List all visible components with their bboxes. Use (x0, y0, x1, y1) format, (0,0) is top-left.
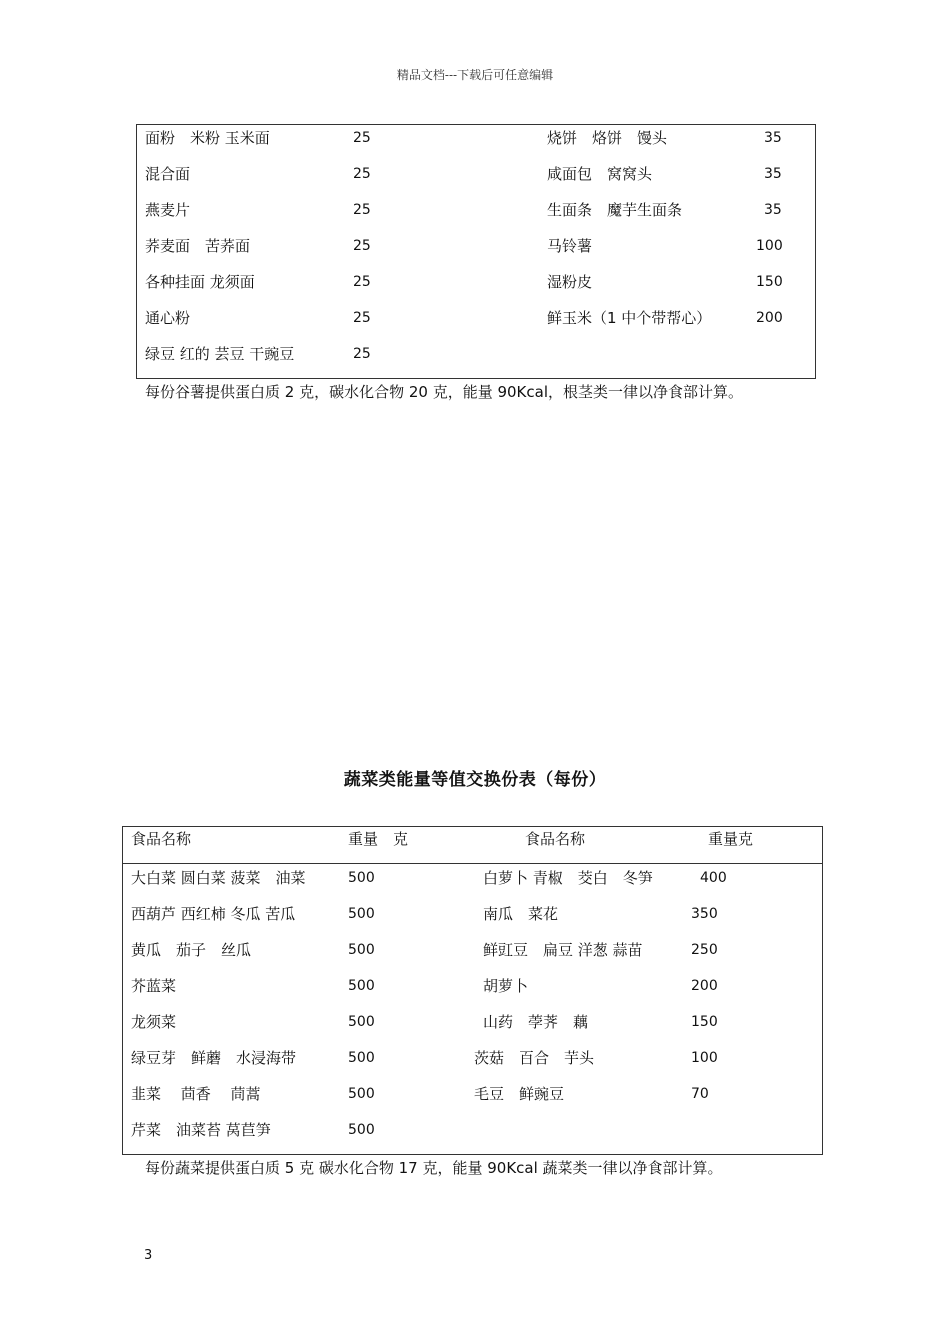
veg-header-right-food: 食品名称 (525, 830, 586, 848)
grain-left-weight: 25 (353, 238, 371, 254)
veg-left-weight: 500 (348, 1122, 375, 1138)
veg-header-divider (122, 863, 823, 864)
grain-right-weight: 35 (764, 202, 782, 218)
veg-left-food: 西葫芦 西红柿 冬瓜 苦瓜 (131, 905, 296, 923)
veg-left-food: 绿豆芽 鲜蘑 水浸海带 (131, 1049, 297, 1067)
grain-left-food: 燕麦片 (145, 201, 191, 219)
veg-left-food: 韭菜 茴香 茼蒿 (131, 1085, 261, 1103)
veg-left-food: 芥蓝菜 (131, 977, 177, 995)
grain-right-food: 湿粉皮 (547, 273, 593, 291)
grain-right-food: 咸面包 窝窝头 (547, 165, 653, 183)
veg-left-weight: 500 (348, 870, 375, 886)
grain-right-weight: 100 (756, 238, 783, 254)
grain-right-weight: 35 (764, 130, 782, 146)
grain-left-food: 荞麦面 苦荞面 (145, 237, 251, 255)
veg-right-weight: 200 (691, 978, 718, 994)
veg-left-food: 黄瓜 茄子 丝瓜 (131, 941, 252, 959)
veg-right-food: 南瓜 菜花 (483, 905, 559, 923)
grain-right-food: 烧饼 烙饼 馒头 (547, 129, 668, 147)
grain-left-weight: 25 (353, 346, 371, 362)
grain-right-weight: 150 (756, 274, 783, 290)
veg-right-food: 茨菇 百合 芋头 (474, 1049, 595, 1067)
veg-left-food: 芹菜 油菜苔 莴苣笋 (131, 1121, 271, 1139)
veg-left-weight: 500 (348, 1086, 375, 1102)
veg-right-weight: 400 (700, 870, 727, 886)
veg-right-weight: 250 (691, 942, 718, 958)
grain-left-weight: 25 (353, 310, 371, 326)
veg-right-food: 山药 荸荠 藕 (483, 1013, 589, 1031)
grain-left-food: 绿豆 红的 芸豆 干豌豆 (145, 345, 295, 363)
veg-left-weight: 500 (348, 1050, 375, 1066)
grain-note: 每份谷薯提供蛋白质 2 克，碳水化合物 20 克，能量 90Kcal，根茎类一律以净食部计算。 (145, 383, 744, 401)
veg-right-weight: 350 (691, 906, 718, 922)
grain-left-food: 通心粉 (145, 309, 191, 327)
grain-right-weight: 200 (756, 310, 783, 326)
veg-left-food: 大白菜 圆白菜 菠菜 油菜 (131, 869, 306, 887)
veg-header-right-weight: 重量克 (708, 830, 754, 848)
veg-left-food: 龙须菜 (131, 1013, 177, 1031)
veg-left-weight: 500 (348, 978, 375, 994)
veg-table-title: 蔬菜类能量等值交换份表（每份） (343, 770, 607, 790)
grain-left-weight: 25 (353, 166, 371, 182)
veg-right-food: 毛豆 鲜豌豆 (474, 1085, 565, 1103)
grain-left-weight: 25 (353, 274, 371, 290)
grain-left-weight: 25 (353, 202, 371, 218)
veg-left-weight: 500 (348, 942, 375, 958)
veg-note: 每份蔬菜提供蛋白质 5 克 碳水化合物 17 克，能量 90Kcal 蔬菜类一律以净食部计算。 (145, 1159, 723, 1177)
grain-right-food: 鲜玉米（1 中个带帮心） (547, 309, 712, 327)
page-number: 3 (144, 1248, 153, 1263)
veg-left-weight: 500 (348, 1014, 375, 1030)
veg-right-food: 胡萝卜 (483, 977, 529, 995)
veg-right-food: 鲜豇豆 扁豆 洋葱 蒜苗 (483, 941, 643, 959)
veg-right-weight: 150 (691, 1014, 718, 1030)
veg-header-left-food: 食品名称 (131, 830, 192, 848)
grain-right-weight: 35 (764, 166, 782, 182)
grain-left-food: 面粉 米粉 玉米面 (145, 129, 270, 147)
grain-left-food: 混合面 (145, 165, 191, 183)
grain-right-food: 马铃薯 (547, 237, 593, 255)
veg-right-weight: 70 (691, 1086, 709, 1102)
page-header: 精品文档---下载后可任意编辑 (396, 68, 554, 82)
veg-right-food: 白萝卜 青椒 茭白 冬笋 (483, 869, 653, 887)
veg-right-weight: 100 (691, 1050, 718, 1066)
veg-header-left-weight: 重量 克 (348, 830, 409, 848)
grain-right-food: 生面条 魔芋生面条 (547, 201, 683, 219)
grain-left-food: 各种挂面 龙须面 (145, 273, 255, 291)
grain-left-weight: 25 (353, 130, 371, 146)
veg-left-weight: 500 (348, 906, 375, 922)
